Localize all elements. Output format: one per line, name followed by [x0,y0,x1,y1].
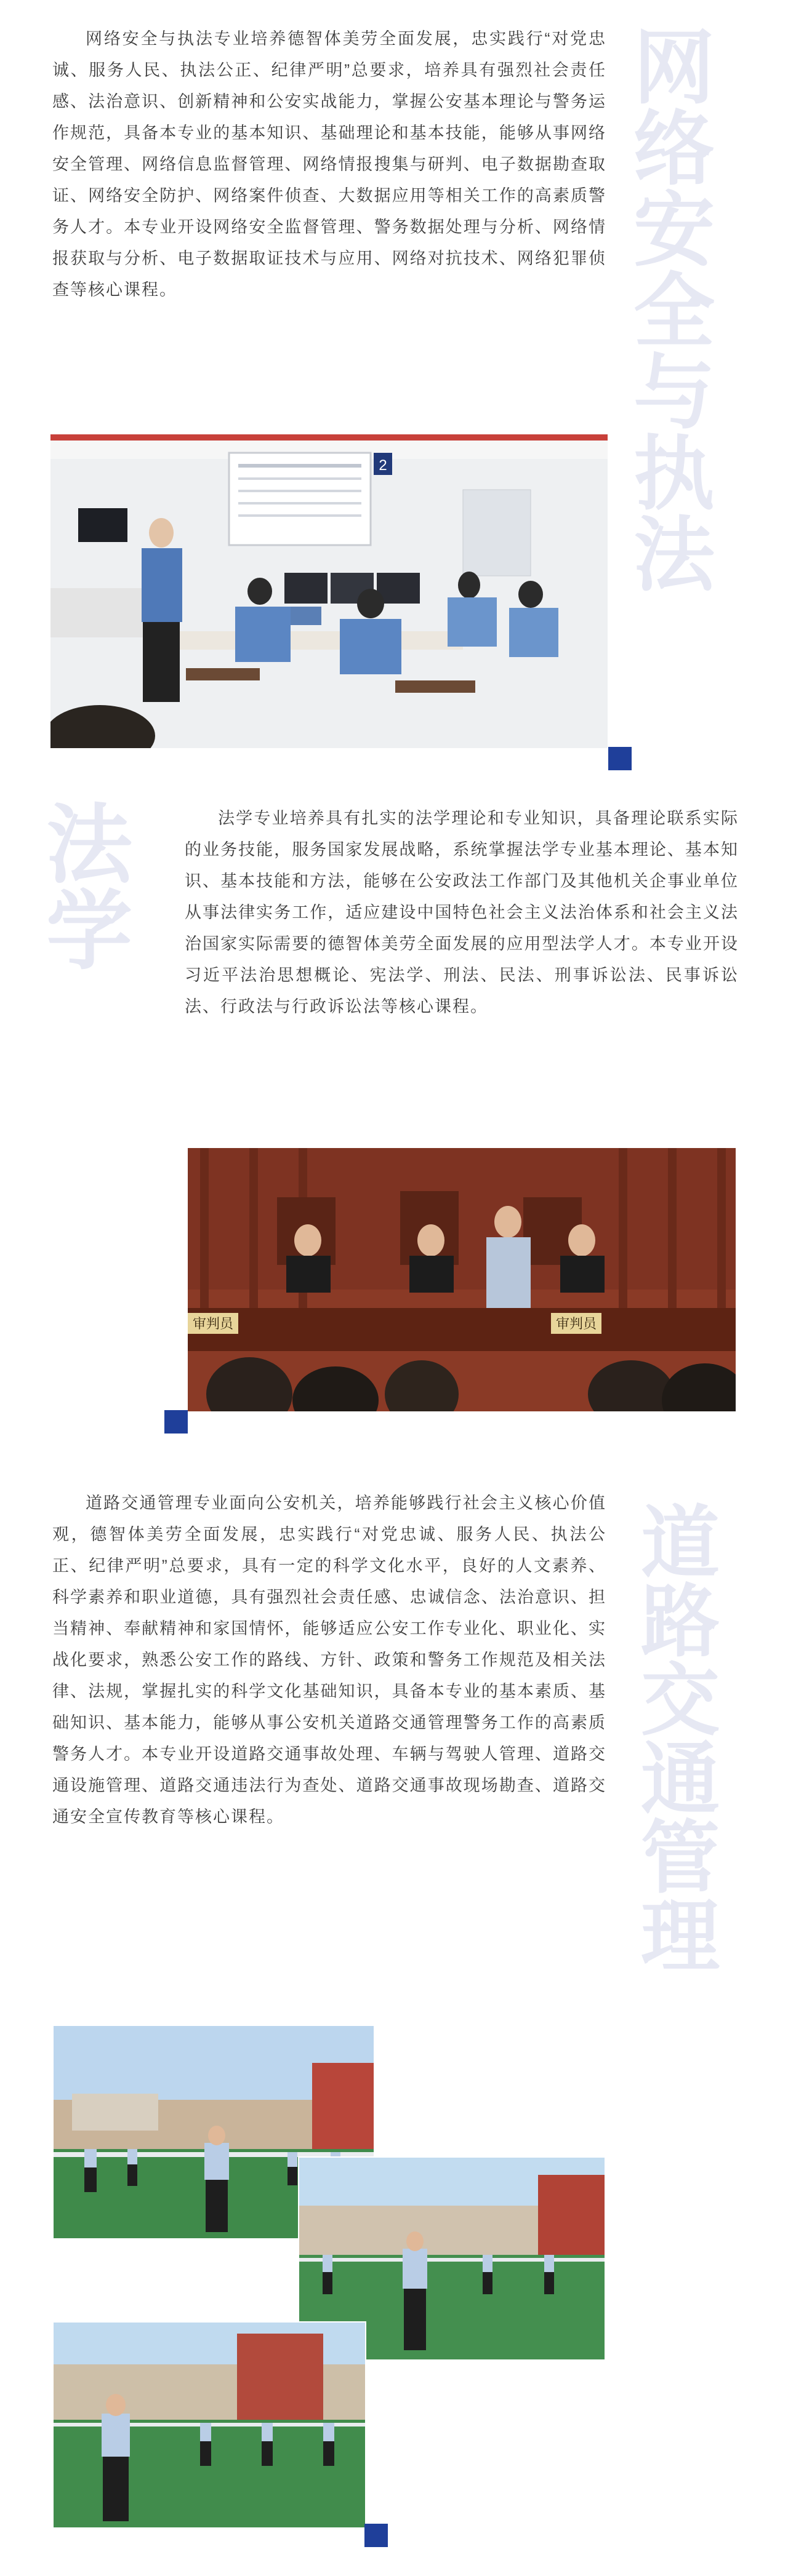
section-title-network-security: 网络安全与执法 [633,21,715,603]
section-title-road-traffic: 道路交通管理 [640,1497,720,1983]
accent-square [164,1410,188,1434]
judge-sign-right: 审判员 [555,1317,597,1332]
accent-square [364,2524,388,2547]
computer-lab-photo [50,434,608,748]
moot-court-photo [188,1148,736,1411]
road-traffic-description: 道路交通管理专业面向公安机关，培养能够践行社会主义核心价值观，德智体美劳全面发展，忠实践行“对党忠诚、服务人民、执法公正、纪律严明”总要求，具有一定的科学文化水平，良好的人文素养、科学素养和职业道德，具有强烈社会责任感、忠诚信念、法治意识、担当精神、奉献精神和家国情怀，能够适应公安工作专业化、职业化、实战化要求，熟悉公安工作的路线、方针、政策和警务工作规范及相关法律、法规，掌握扎实的科学文化基础知识，具备本专业的基本素质、基础知识、基本能力，能够从事公安机关道路交通管理警务工作的高素质警务人才。本专业开设道路交通事故处理、车辆与驾驶人管理、道路交通设施管理、道路交通违法行为查处、道路交通事故现场勘查、道路交通安全宣传教育等核心课程。 [52,1494,606,1826]
photo-badge-number: 2 [379,457,387,474]
accent-square [608,747,632,770]
section-title-law: 法学 [46,796,132,982]
law-description: 法学专业培养具有扎实的法学理论和专业知识，具备理论联系实际的业务技能，服务国家发展战略，系统掌握法学专业基本理论、基本知识、基本技能和方法，能够在公安政法工作部门及其他机关企事业单位从事法律实务工作，适应建设中国特色社会主义法治体系和社会主义法治国家实际需要的德智体美劳全面发展的应用型法学人才。本专业开设习近平法治思想概论、宪法学、刑法、民法、刑事诉讼法、民事诉讼法、行政法与行政诉讼法等核心课程。 [185,809,739,1016]
judge-sign-left: 审判员 [192,1317,234,1332]
network-security-description: 网络安全与执法专业培养德智体美劳全面发展，忠实践行“对党忠诚、服务人民、执法公正、纪律严明”总要求，培养具有强烈社会责任感、法治意识、创新精神和公安实战能力，掌握公安基本理论与警务运作规范，具备本专业的基本知识、基础理论和基本技能，能够从事网络安全管理、网络信息监督管理、网络情报搜集与研判、电子数据勘查取证、网络安全防护、网络案件侦查、大数据应用等相关工作的高素质警务人才。本专业开设网络安全监督管理、警务数据处理与分析、网络情报获取与分析、电子数据取证技术与应用、网络对抗技术、网络犯罪侦查等核心课程。 [52,30,606,299]
traffic-drill-photo-3 [52,2321,366,2529]
